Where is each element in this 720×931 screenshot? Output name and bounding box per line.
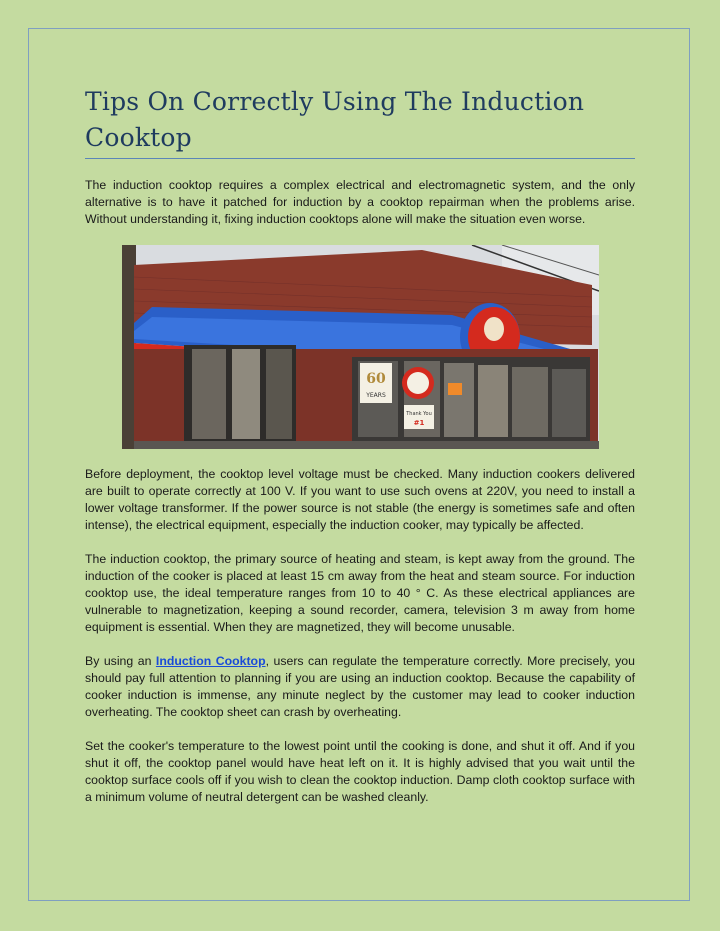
page-title: Tips On Correctly Using The Induction Cooktop: [85, 84, 635, 159]
paragraph-regulation-lead: By using an: [85, 654, 156, 668]
storefront-photo: [122, 245, 599, 449]
sign-years-number: 60: [365, 371, 386, 387]
paragraph-voltage: Before deployment, the cooktop level voltage must be checked. Many induction cookers delivered are built to operate correctly at 100 V. If you want to use such ovens at 220V, you need to install a lower voltage transformer. If the power source is not stable (the energy is sometimes safe and often intense), the electrical equipment, especially the induction cooker, may typically be affected.: [85, 467, 635, 532]
sign-number: #1: [413, 419, 424, 427]
paragraph-cleaning: Set the cooker's temperature to the lowest point until the cooking is done, and shut it off. And if you shut it off, the cooktop panel would have heat left on it. It is highly advised that you wait until the cooktop surface cools off if you wish to clean the cooktop induction. Damp cloth cooktop surface with a minimum volume of neutral detergent can be washed cleanly.: [85, 739, 635, 804]
sign-thanks: Thank You: [405, 411, 432, 417]
paragraph-regulation: [85, 653, 635, 721]
document-body: [85, 84, 635, 806]
sign-years-label: YEARS: [365, 392, 386, 399]
paragraph-regulation-rest: , users can regulate the temperature correctly. More precisely, you should pay full attention to planning if you are using an induction cooktop. Because the capability of cooker induction is immense, any minute neglect by the customer may lead to cooker induction overheating. The cooktop sheet can crash by overheating.: [85, 654, 635, 719]
paragraph-placement: The induction cooktop, the primary source of heating and steam, is kept away from the ground. The induction of the cooker is placed at least 15 cm away from the heat and steam source. For induction cooktop use, the ideal temperature ranges from 10 to 40 ° C. As these electrical appliances are vulnerable to magnetization, keeping a sound recorder, camera, television 3 m away from home equipment is essential. When they are magnetized, they will become unusable.: [85, 552, 635, 634]
induction-cooktop-link[interactable]: Induction Cooktop: [155, 654, 266, 668]
paragraph-intro: The induction cooktop requires a complex electrical and electromagnetic system, and the only alternative is to have it patched for induction by a cooktop repairman when the problems arise. Without understanding it, fixing induction cooktops alone will make the situation even worse.: [85, 178, 635, 226]
